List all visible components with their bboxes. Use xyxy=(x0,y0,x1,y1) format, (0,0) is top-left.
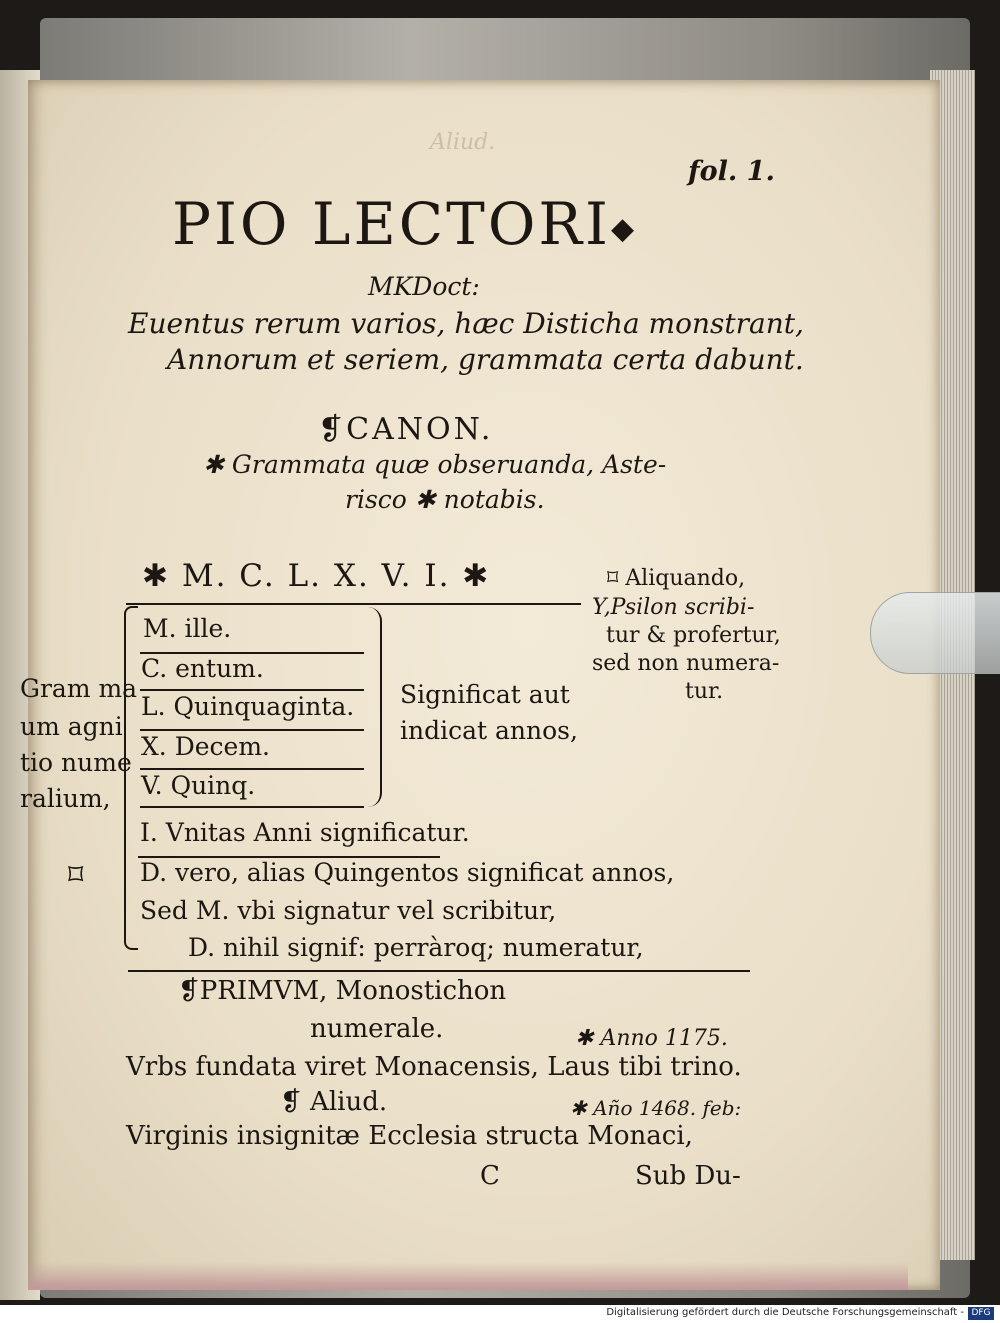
aliud-verse: Virginis insignitæ Ecclesia structa Monaci, xyxy=(126,1121,693,1151)
left-margin-line-4: ralium, xyxy=(20,784,111,813)
left-margin-line-3: tio nume xyxy=(20,748,132,777)
left-margin-line-2: um agni xyxy=(20,712,123,741)
side-note-line-5: tur. xyxy=(685,679,724,704)
brace-note-line-2: indicat annos, xyxy=(400,716,578,745)
lower-row-3: Sed M. vbi signatur vel scribitur, xyxy=(140,896,557,925)
aliud-heading: ❡ Aliud. xyxy=(280,1087,388,1117)
table-row: M. ille. xyxy=(143,614,232,643)
left-margin-line-1: Gram ma xyxy=(20,674,138,703)
brace-note-line-1: Significat aut xyxy=(400,680,570,709)
page-title xyxy=(172,190,637,258)
digitization-banner-text: Digitalisierung gefördert durch die Deutsche Forschungsgemeinschaft - xyxy=(606,1307,964,1318)
table-row-rule xyxy=(140,689,364,691)
catchword: Sub Du- xyxy=(635,1161,741,1191)
bleed-through-text: Aliud. xyxy=(430,130,496,155)
table-row-rule xyxy=(140,806,364,808)
motto-line-2: Annorum et seriem, grammata certa dabunt. xyxy=(167,343,804,376)
lower-row-1: I. Vnitas Anni significatur. xyxy=(140,818,470,847)
primum-heading: ❡PRIMVM, Monostichon xyxy=(178,976,507,1006)
side-note-line-4: sed non numera- xyxy=(592,651,780,676)
side-note-line-2: Y,Psilon scribi- xyxy=(592,595,755,620)
table-row: L. Quinquaginta. xyxy=(141,692,355,721)
left-margin-mark: ⌑ xyxy=(68,858,84,893)
title-text: PIO LECTORI xyxy=(172,190,611,258)
table-row: X. Decem. xyxy=(141,732,270,761)
side-note-line-3: tur & profertur, xyxy=(606,623,781,648)
aliud-anno: ✱ Año 1468. feb: xyxy=(570,1096,742,1120)
lower-row-2: D. vero, alias Quingentos significat annos, xyxy=(140,858,675,887)
primum-verse: Vrbs fundata viret Monacensis, Laus tibi trino. xyxy=(126,1052,742,1082)
rule-under-table xyxy=(128,970,750,972)
canon-line-1: ✱ Grammata quæ obseruanda, Aste- xyxy=(203,450,667,479)
rule-under-numerals xyxy=(126,603,581,605)
numerals-line: ✱ M. C. L. X. V. I. ✱ xyxy=(142,558,491,594)
table-brace-right xyxy=(366,607,382,807)
motto-line-1: Euentus rerum varios, hæc Disticha monstrant, xyxy=(128,307,804,340)
primum-anno: ✱ Anno 1175. xyxy=(575,1026,728,1051)
canon-line-2: risco ✱ notabis. xyxy=(345,485,545,514)
table-row: V. Quinq. xyxy=(141,771,256,800)
title-ornament: ◆ xyxy=(610,211,638,247)
table-row-rule xyxy=(140,729,364,731)
folio-number: fol. 1. xyxy=(688,156,775,187)
side-note-line-1: ⌑ Aliquando, xyxy=(607,566,746,591)
lower-row-4: D. nihil signif: perràroq; numeratur, xyxy=(188,933,644,962)
table-row: C. entum. xyxy=(141,654,264,683)
canon-heading: ❡CANON. xyxy=(318,412,494,447)
page-clip xyxy=(870,592,1000,674)
primum-subheading: numerale. xyxy=(310,1014,444,1044)
table-bracket-left xyxy=(124,606,138,950)
author-line: MKDoct: xyxy=(368,272,480,301)
dfg-logo: DFG xyxy=(968,1307,994,1320)
signature-mark: C xyxy=(480,1161,500,1191)
table-row-rule xyxy=(140,768,364,770)
page-bottom-edge xyxy=(28,1262,908,1290)
